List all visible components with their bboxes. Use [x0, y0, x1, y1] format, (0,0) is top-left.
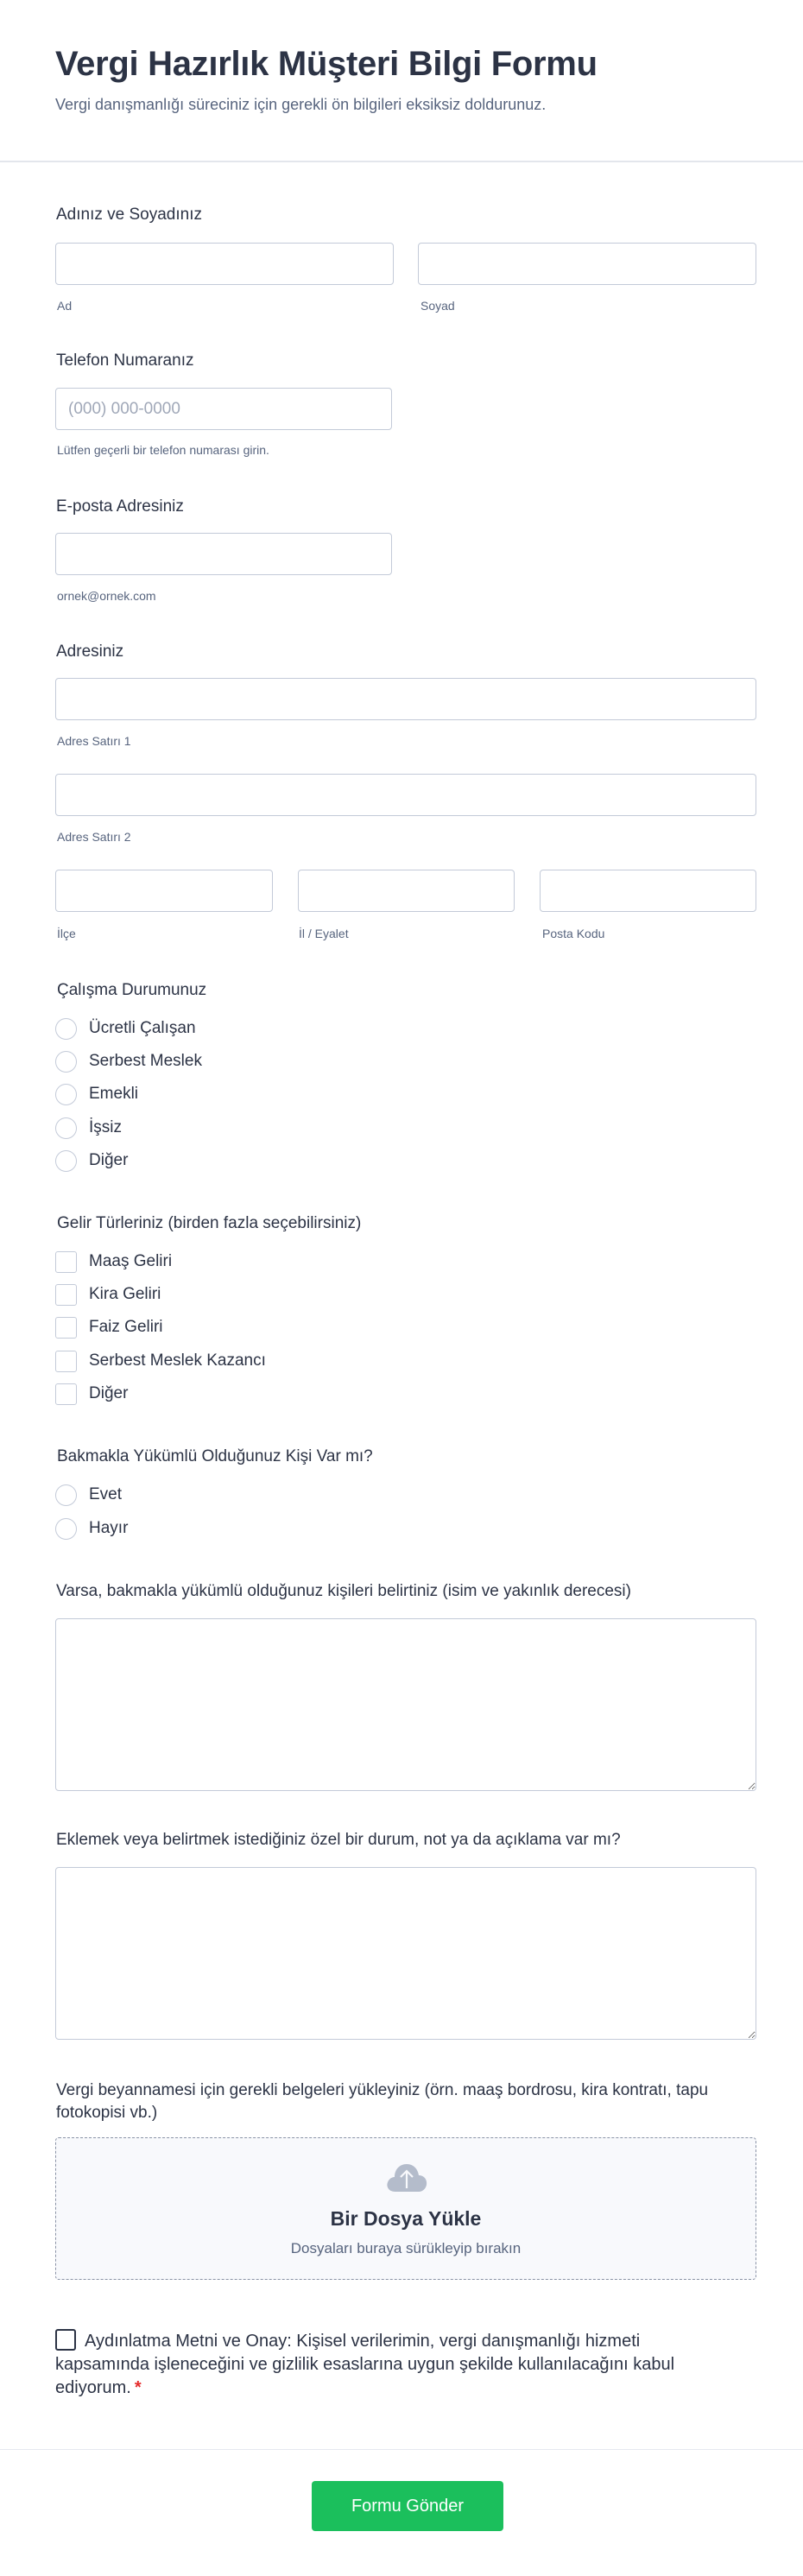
- email-label: E-posta Adresiniz: [56, 497, 184, 516]
- radio-button[interactable]: [55, 1051, 77, 1073]
- address-line2-sublabel: Adres Satırı 2: [57, 830, 131, 844]
- form-title: Vergi Hazırlık Müşteri Bilgi Formu: [55, 45, 598, 83]
- option-label: Diğer: [89, 1151, 129, 1169]
- option-label: Emekli: [89, 1085, 139, 1103]
- option-label: Evet: [89, 1485, 123, 1503]
- upload-subtitle: Dosyaları buraya sürükleyip bırakın: [290, 2240, 522, 2256]
- address-line2-input[interactable]: [55, 774, 756, 816]
- checkbox[interactable]: [55, 1284, 77, 1306]
- notes-textarea[interactable]: [55, 1867, 756, 2040]
- consent-checkbox[interactable]: [55, 2329, 76, 2351]
- radio-button[interactable]: [55, 1018, 77, 1040]
- district-sublabel: İlçe: [57, 927, 76, 940]
- district-input[interactable]: [55, 870, 273, 912]
- employment-option-salaried[interactable]: [55, 1016, 196, 1041]
- address-line1-sublabel: Adres Satırı 1: [57, 734, 131, 748]
- last-name-input[interactable]: [418, 243, 756, 285]
- dependents-detail-textarea[interactable]: [55, 1618, 756, 1791]
- form-subtitle: Vergi danışmanlığı süreciniz için gerekli ön bilgileri eksiksiz doldurunuz.: [55, 96, 547, 113]
- income-option-other[interactable]: [55, 1382, 128, 1406]
- postal-code-input[interactable]: [540, 870, 756, 912]
- dependents-option-no[interactable]: [55, 1516, 128, 1541]
- employment-option-other[interactable]: [55, 1149, 128, 1173]
- postal-code-sublabel: Posta Kodu: [542, 927, 605, 940]
- file-upload-dropzone[interactable]: [55, 2137, 756, 2280]
- option-label: Faiz Geliri: [89, 1318, 163, 1336]
- email-helper: ornek@ornek.com: [57, 589, 156, 603]
- employment-option-unemployed[interactable]: [55, 1116, 122, 1140]
- radio-button[interactable]: [55, 1117, 77, 1139]
- option-label: Maaş Geliri: [89, 1252, 173, 1270]
- employment-option-retired[interactable]: [55, 1082, 138, 1106]
- option-label: Ücretli Çalışan: [89, 1019, 196, 1037]
- checkbox[interactable]: [55, 1251, 77, 1273]
- footer-divider: [0, 2449, 803, 2450]
- option-label: Serbest Meslek: [89, 1052, 202, 1070]
- income-option-interest[interactable]: [55, 1315, 163, 1339]
- phone-input[interactable]: [55, 388, 392, 430]
- address-label: Adresiniz: [56, 642, 124, 661]
- province-sublabel: İl / Eyalet: [299, 927, 349, 940]
- name-label: Adınız ve Soyadınız: [56, 206, 202, 224]
- notes-label: Eklemek veya belirtmek istediğiniz özel bir durum, not ya da açıklama var mı?: [56, 1831, 621, 1849]
- radio-button[interactable]: [55, 1084, 77, 1105]
- dependents-option-yes[interactable]: [55, 1483, 122, 1507]
- address-line1-input[interactable]: [55, 678, 756, 720]
- dependents-label: Bakmakla Yükümlü Olduğunuz Kişi Var mı?: [57, 1447, 373, 1465]
- email-input[interactable]: [55, 533, 392, 575]
- income-option-rent[interactable]: [55, 1282, 161, 1307]
- checkbox[interactable]: [55, 1351, 77, 1372]
- option-label: Kira Geliri: [89, 1285, 161, 1303]
- cloud-upload-icon: [384, 2159, 429, 2193]
- first-name-input[interactable]: [55, 243, 394, 285]
- consent-text: Aydınlatma Metni ve Onay: Kişisel verilerimin, vergi danışmanlığı hizmeti kapsamında işleneceğini ve gizlilik esaslarına uygun şekilde kullanılacağını kabul ediyorum.: [55, 2332, 675, 2397]
- form-header: [0, 0, 803, 162]
- option-label: Diğer: [89, 1384, 129, 1402]
- income-option-freelance[interactable]: [55, 1349, 266, 1373]
- phone-label: Telefon Numaranız: [56, 351, 194, 370]
- last-name-sublabel: Soyad: [420, 299, 455, 313]
- province-input[interactable]: [298, 870, 515, 912]
- upload-label: Vergi beyannamesi için gerekli belgeleri yükleyiniz (örn. maaş bordrosu, kira kontratı, tapu fotokopisi vb.): [56, 2081, 709, 2122]
- option-label: Hayır: [89, 1519, 129, 1537]
- employment-option-freelance[interactable]: [55, 1049, 202, 1073]
- first-name-sublabel: Ad: [57, 299, 73, 313]
- checkbox[interactable]: [55, 1317, 77, 1339]
- submit-button[interactable]: Formu Gönder: [312, 2481, 503, 2531]
- consent-field: [55, 2329, 694, 2400]
- required-asterisk: *: [134, 2378, 142, 2397]
- option-label: Serbest Meslek Kazancı: [89, 1351, 266, 1370]
- income-option-salary[interactable]: [55, 1250, 172, 1274]
- radio-button[interactable]: [55, 1150, 77, 1172]
- upload-title: Bir Dosya Yükle: [330, 2207, 482, 2230]
- dependents-detail-label: Varsa, bakmakla yükümlü olduğunuz kişileri belirtiniz (isim ve yakınlık derecesi): [56, 1582, 631, 1600]
- radio-button[interactable]: [55, 1518, 77, 1540]
- phone-helper: Lütfen geçerli bir telefon numarası girin.: [57, 443, 269, 457]
- income-label: Gelir Türleriniz (birden fazla seçebilirsiniz): [57, 1214, 362, 1232]
- radio-button[interactable]: [55, 1484, 77, 1506]
- option-label: İşsiz: [89, 1118, 122, 1136]
- employment-label: Çalışma Durumunuz: [57, 981, 207, 999]
- checkbox[interactable]: [55, 1383, 77, 1405]
